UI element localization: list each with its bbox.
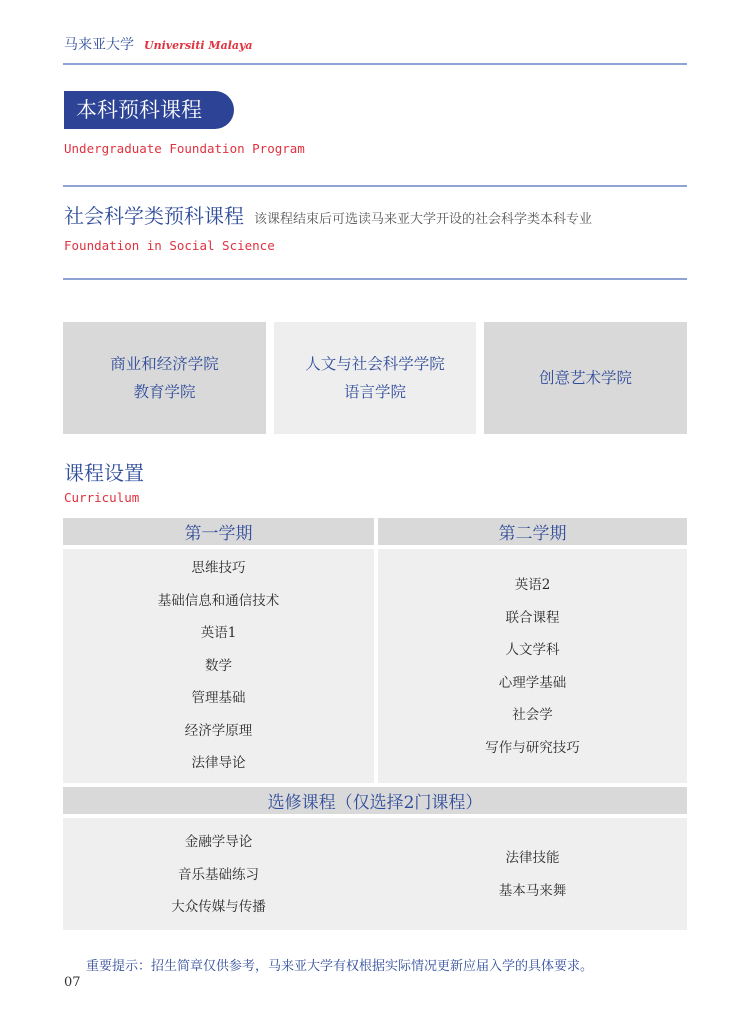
section-title: 社会科学类预科课程: [64, 204, 244, 228]
list-item: 社会学: [512, 707, 553, 723]
faculty-box: [484, 322, 687, 434]
list-item: 法律导论: [191, 755, 246, 771]
semester1-course-list: [63, 552, 374, 780]
list-item: 经济学原理: [184, 722, 253, 739]
program-title: 本科预科课程: [64, 91, 234, 129]
list-item: 联合课程: [505, 609, 560, 626]
faculty-name: 商业和经济学院: [110, 355, 219, 373]
section-subtitle: Foundation in Social Science: [64, 238, 275, 253]
list-item: 大众传媒与传播: [171, 899, 266, 915]
section-heading: [64, 200, 592, 229]
curriculum-subtitle: Curriculum: [64, 490, 140, 505]
list-item: 人文学科: [505, 642, 560, 658]
list-item: 管理基础: [191, 690, 246, 706]
list-item: 心理学基础: [498, 674, 567, 691]
semester2-course-list: [378, 569, 687, 764]
faculty-name: 语言学院: [343, 383, 406, 401]
university-name-en: Universiti Malaya: [144, 39, 253, 52]
list-item: 基本马来舞: [498, 882, 567, 899]
list-item: 写作与研究技巧: [485, 739, 580, 756]
electives-list-left: [63, 826, 374, 924]
list-item: 英语2: [514, 577, 551, 593]
list-item: 数学: [205, 657, 232, 674]
list-item: 英语1: [200, 625, 237, 641]
page-header: [64, 34, 253, 54]
list-item: 音乐基础练习: [178, 866, 259, 883]
semester1-header: 第一学期: [63, 518, 374, 545]
curriculum-title: 课程设置: [64, 461, 144, 485]
divider: [63, 63, 687, 65]
section-note: 该课程结束后可选读马来亚大学开设的社会科学类本科专业: [254, 212, 593, 227]
divider: [63, 278, 687, 280]
faculty-box: [63, 322, 266, 434]
important-notice: 重要提示：招生简章仅供参考，马来亚大学有权根据实际情况更新应届入学的具体要求。: [86, 959, 594, 974]
semester2-header: 第二学期: [378, 518, 687, 545]
university-name-cn: 马来亚大学: [64, 37, 134, 53]
faculty-box: [274, 322, 476, 434]
electives-header: 选修课程（仅选择2门课程）: [63, 787, 687, 814]
faculty-name: 创意艺术学院: [538, 369, 632, 387]
list-item: 金融学导论: [184, 834, 253, 850]
electives-list-right: [378, 842, 687, 907]
page-number: 07: [64, 975, 81, 990]
program-subtitle: Undergraduate Foundation Program: [64, 141, 305, 156]
faculty-name: 教育学院: [133, 383, 196, 401]
divider: [63, 185, 687, 187]
list-item: 基础信息和通信技术: [157, 592, 280, 609]
list-item: 思维技巧: [191, 560, 246, 576]
faculty-name: 人文与社会科学学院: [305, 355, 445, 373]
list-item: 法律技能: [505, 850, 560, 866]
